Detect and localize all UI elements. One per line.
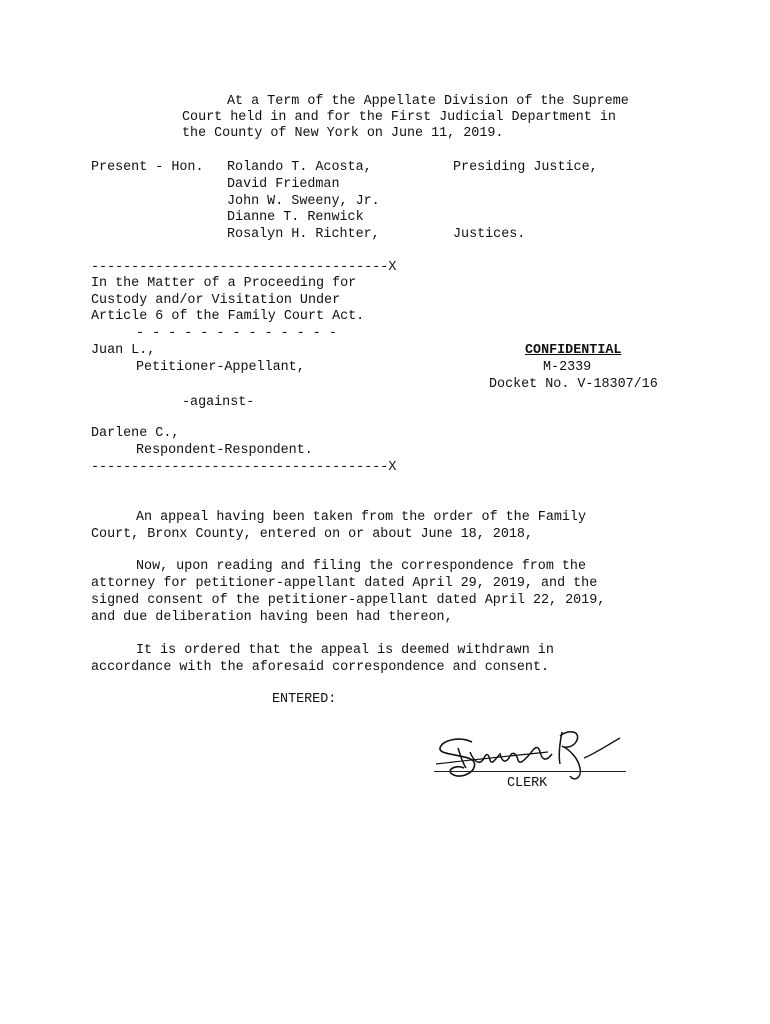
judge-5: Rosalyn H. Richter, [227, 227, 380, 242]
role-justices: Justices. [453, 227, 526, 242]
confidential-label: CONFIDENTIAL [525, 343, 622, 358]
p3-line-1: It is ordered that the appeal is deemed withdrawn in [136, 643, 554, 658]
header-line-3: the County of New York on June 11, 2019. [182, 126, 504, 141]
role-presiding: Presiding Justice, [453, 160, 598, 175]
matter-line-1: In the Matter of a Proceeding for [91, 276, 357, 291]
motion-number: M-2339 [543, 360, 592, 375]
p2-line-4: and due deliberation having been had thereon, [91, 610, 453, 625]
signature-line [434, 771, 626, 772]
caption-rule-bottom: -------------------------------------X [91, 460, 397, 475]
clerk-label: CLERK [507, 776, 548, 791]
judge-4: Dianne T. Renwick [227, 210, 364, 225]
p3-line-2: accordance with the aforesaid correspondence and consent. [91, 660, 550, 675]
present-label: Present - Hon. [91, 160, 204, 175]
against-label: -against- [182, 395, 255, 410]
matter-line-2: Custody and/or Visitation Under [91, 293, 341, 308]
p1-line-1: An appeal having been taken from the order of the Family [136, 510, 586, 525]
matter-line-3: Article 6 of the Family Court Act. [91, 309, 365, 324]
p2-line-2: attorney for petitioner-appellant dated April 29, 2019, and the [91, 576, 598, 591]
judge-2: David Friedman [227, 177, 340, 192]
petitioner-role: Petitioner-Appellant, [136, 360, 305, 375]
caption-dashes: - - - - - - - - - - - - - [136, 326, 337, 341]
p1-line-2: Court, Bronx County, entered on or about June 18, 2018, [91, 527, 533, 542]
judge-1: Rolando T. Acosta, [227, 160, 372, 175]
header-line-1: At a Term of the Appellate Division of the Supreme [227, 94, 629, 109]
header-line-2: Court held in and for the First Judicial Department in [182, 110, 616, 125]
respondent-name: Darlene C., [91, 426, 180, 441]
p2-line-3: signed consent of the petitioner-appellant dated April 22, 2019, [91, 593, 606, 608]
entered-label: ENTERED: [272, 692, 337, 707]
petitioner-name: Juan L., [91, 343, 156, 358]
caption-rule-top: -------------------------------------X [91, 260, 397, 275]
respondent-role: Respondent-Respondent. [136, 443, 313, 458]
p2-line-1: Now, upon reading and filing the correspondence from the [136, 559, 586, 574]
judge-3: John W. Sweeny, Jr. [227, 194, 380, 209]
docket-number: Docket No. V-18307/16 [489, 377, 658, 392]
